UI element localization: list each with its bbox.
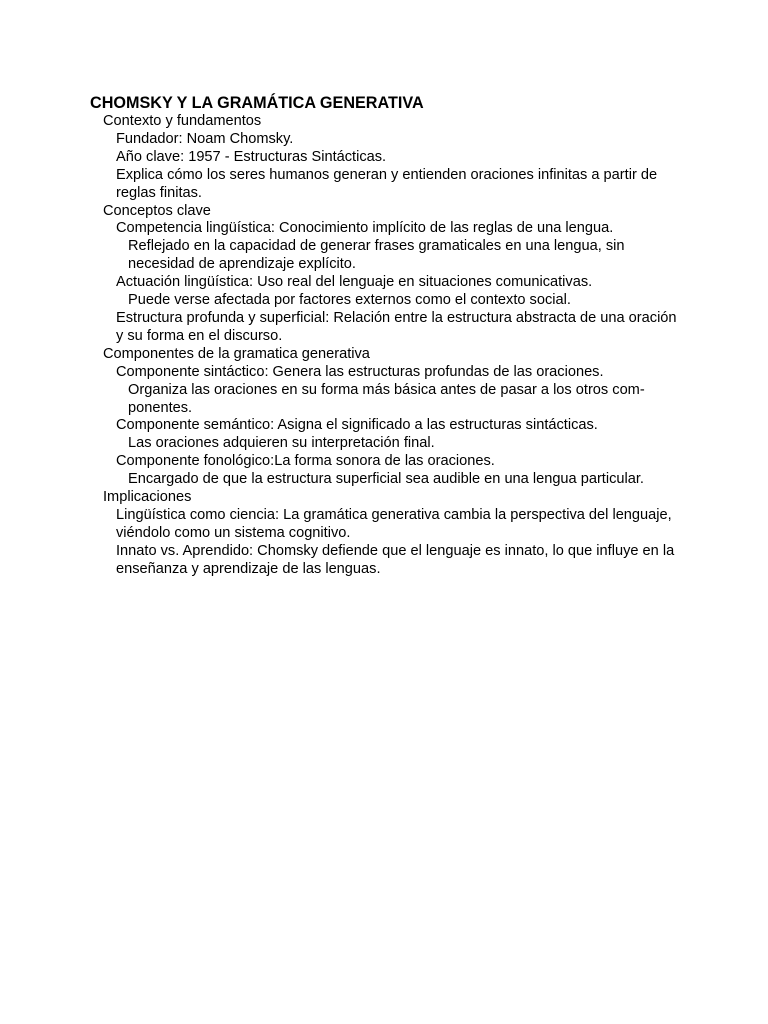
outline-item: Año clave: 1957 - Estructuras Sintácticas. <box>116 148 387 165</box>
outline-subitem: Las oraciones adquieren su interpretación final. <box>128 435 435 452</box>
outline-subitem: Puede verse afectada por factores externos como el contexto social. <box>128 292 571 309</box>
document-title: CHOMSKY Y LA GRAMÁTICA GENERATIVA <box>90 94 424 112</box>
outline-subitem: Reflejado en la capacidad de generar frases gramaticales en una lengua, sin necesidad de aprendizaje explícito. <box>128 238 625 273</box>
outline-item: Fundador: Noam Chomsky. <box>116 130 294 147</box>
section-heading-implicaciones: Implicaciones <box>103 489 192 506</box>
outline-subitem: Organiza las oraciones en su forma más básica antes de pasar a los otros com-ponentes. <box>128 381 645 416</box>
outline-item: Actuación lingüística: Uso real del lenguaje en situaciones comunicativas. <box>116 274 593 291</box>
outline-item: Explica cómo los seres humanos generan y entienden oraciones infinitas a partir de reglas finitas. <box>116 166 658 201</box>
section-heading-conceptos: Conceptos clave <box>103 202 211 219</box>
section-heading-componentes: Componentes de la gramatica generativa <box>103 345 370 362</box>
outline-item: Componente sintáctico: Genera las estructuras profundas de las oraciones. <box>116 363 604 380</box>
outline-item: Innato vs. Aprendido: Chomsky defiende que el lenguaje es innato, lo que influye en la enseñanza y aprendizaje de las lenguas. <box>116 542 675 577</box>
outline-item: Componente semántico: Asigna el significado a las estructuras sintácticas. <box>116 417 598 434</box>
outline-subitem: Encargado de que la estructura superficial sea audible en una lengua particular. <box>128 471 644 488</box>
outline-item: Componente fonológico:La forma sonora de las oraciones. <box>116 453 495 470</box>
outline-item: Lingüística como ciencia: La gramática generativa cambia la perspectiva del lenguaje, viéndolo como un sistema cognitivo. <box>116 506 672 541</box>
outline-item: Competencia lingüística: Conocimiento implícito de las reglas de una lengua. <box>116 220 614 237</box>
section-heading-contexto: Contexto y fundamentos <box>103 113 262 129</box>
document-body <box>90 94 690 579</box>
outline-item: Estructura profunda y superficial: Relación entre la estructura abstracta de una oración y su forma en el discurso. <box>116 309 677 344</box>
